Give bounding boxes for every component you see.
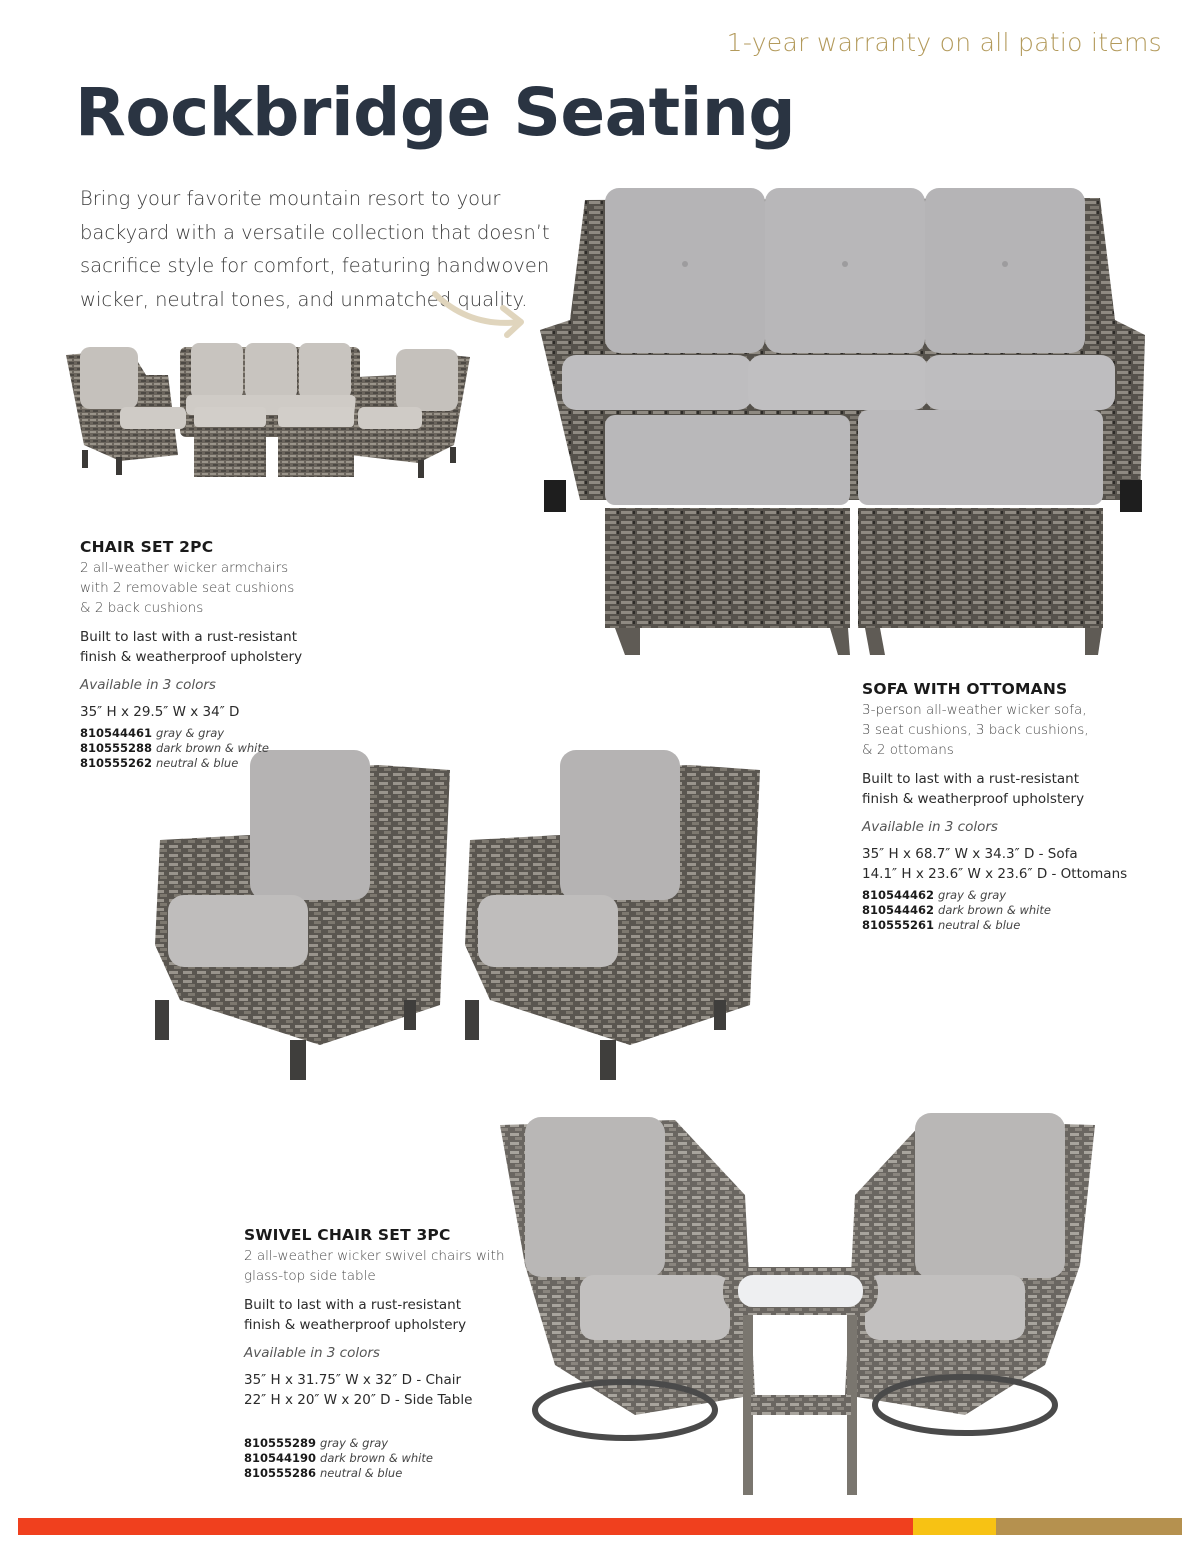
- sku-code: 810555286: [244, 1466, 317, 1480]
- description-line: & 2 back cushions: [80, 600, 204, 616]
- sku-row: [244, 1436, 544, 1451]
- sku-color: gray & gray: [156, 726, 225, 740]
- product-dimensions: [244, 1370, 544, 1410]
- dimension-line: 14.1″ H x 23.6″ W x 23.6″ D - Ottomans: [862, 866, 1128, 882]
- description-line: with 2 removable seat cushions: [80, 580, 295, 596]
- product-chair-set: [80, 538, 380, 771]
- chairs-photo: [140, 745, 780, 1085]
- product-sofa-ottomans: [862, 680, 1162, 933]
- sku-code: 810544461: [80, 726, 153, 740]
- sku-code: 810555261: [862, 918, 935, 932]
- durability-line: Built to last with a rust-resistant: [244, 1297, 461, 1313]
- product-name: SWIVEL CHAIR SET 3PC: [244, 1226, 451, 1244]
- description-line: 3-person all-weather wicker sofa,: [862, 702, 1087, 718]
- sku-code: 810544190: [244, 1451, 317, 1465]
- product-durability: [80, 627, 380, 667]
- product-durability: [244, 1295, 544, 1335]
- product-availability: Available in 3 colors: [862, 819, 998, 835]
- dimension-line: 35″ H x 29.5″ W x 34″ D: [80, 704, 240, 720]
- sku-color: dark brown & white: [320, 1451, 433, 1465]
- product-name: CHAIR SET 2PC: [80, 538, 214, 556]
- sku-list: [80, 726, 380, 771]
- intro-paragraph: Bring your favorite mountain resort to your backyard with a versatile collection that doesn’t sacrifice style for comfort, featuring handwoven wicker, neutral tones, and unmatched quality.: [80, 187, 550, 311]
- product-description: [244, 1246, 544, 1286]
- sku-row: [80, 741, 380, 756]
- sku-code: 810555289: [244, 1436, 317, 1450]
- sku-row: [244, 1451, 544, 1466]
- group-set-photo: [58, 335, 478, 495]
- sku-list: [244, 1436, 544, 1481]
- product-description: [80, 558, 380, 618]
- footer-bar-red: [18, 1518, 913, 1535]
- page-title: Rockbridge Seating: [75, 74, 796, 151]
- sku-code: 810555262: [80, 756, 153, 770]
- product-dimensions: [80, 702, 380, 722]
- curved-arrow-icon: [425, 280, 535, 340]
- durability-line: Built to last with a rust-resistant: [80, 629, 297, 645]
- dimension-line: 22″ H x 20″ W x 20″ D - Side Table: [244, 1392, 473, 1408]
- durability-line: finish & weatherproof upholstery: [862, 791, 1085, 807]
- description-line: & 2 ottomans: [862, 742, 954, 758]
- product-availability: Available in 3 colors: [244, 1345, 380, 1361]
- sofa-ottomans-photo: [540, 180, 1150, 660]
- sku-color: gray & gray: [938, 888, 1007, 902]
- sku-color: neutral & blue: [156, 756, 239, 770]
- sku-color: neutral & blue: [938, 918, 1021, 932]
- dimension-line: 35″ H x 68.7″ W x 34.3″ D - Sofa: [862, 846, 1078, 862]
- sku-code: 810555288: [80, 741, 153, 755]
- sku-row: [80, 756, 380, 771]
- product-dimensions: [862, 844, 1162, 884]
- description-line: glass-top side table: [244, 1268, 376, 1284]
- product-swivel-chair-set: [244, 1226, 544, 1481]
- footer-bar-yellow: [913, 1518, 996, 1535]
- durability-line: finish & weatherproof upholstery: [80, 649, 303, 665]
- sku-row: [862, 918, 1162, 933]
- sku-row: [862, 888, 1162, 903]
- product-name: SOFA WITH OTTOMANS: [862, 680, 1068, 698]
- sku-row: [862, 903, 1162, 918]
- sku-code: 810544462: [862, 903, 935, 917]
- dimension-line: 35″ H x 31.75″ W x 32″ D - Chair: [244, 1372, 462, 1388]
- sku-color: neutral & blue: [320, 1466, 403, 1480]
- description-line: 2 all-weather wicker swivel chairs with: [244, 1248, 505, 1264]
- sku-row: [80, 726, 380, 741]
- sku-row: [244, 1466, 544, 1481]
- swivel-set-photo: [495, 1105, 1105, 1505]
- durability-line: Built to last with a rust-resistant: [862, 771, 1079, 787]
- sku-color: dark brown & white: [156, 741, 269, 755]
- description-line: 2 all-weather wicker armchairs: [80, 560, 289, 576]
- product-description: [862, 700, 1162, 760]
- durability-line: finish & weatherproof upholstery: [244, 1317, 467, 1333]
- description-line: 3 seat cushions, 3 back cushions,: [862, 722, 1089, 738]
- footer-bar-gold: [996, 1518, 1182, 1535]
- product-availability: Available in 3 colors: [80, 677, 216, 693]
- sku-list: [862, 888, 1162, 933]
- sku-code: 810544462: [862, 888, 935, 902]
- sku-color: gray & gray: [320, 1436, 389, 1450]
- sku-color: dark brown & white: [938, 903, 1051, 917]
- warranty-banner: 1-year warranty on all patio items: [726, 28, 1162, 57]
- product-durability: [862, 769, 1162, 809]
